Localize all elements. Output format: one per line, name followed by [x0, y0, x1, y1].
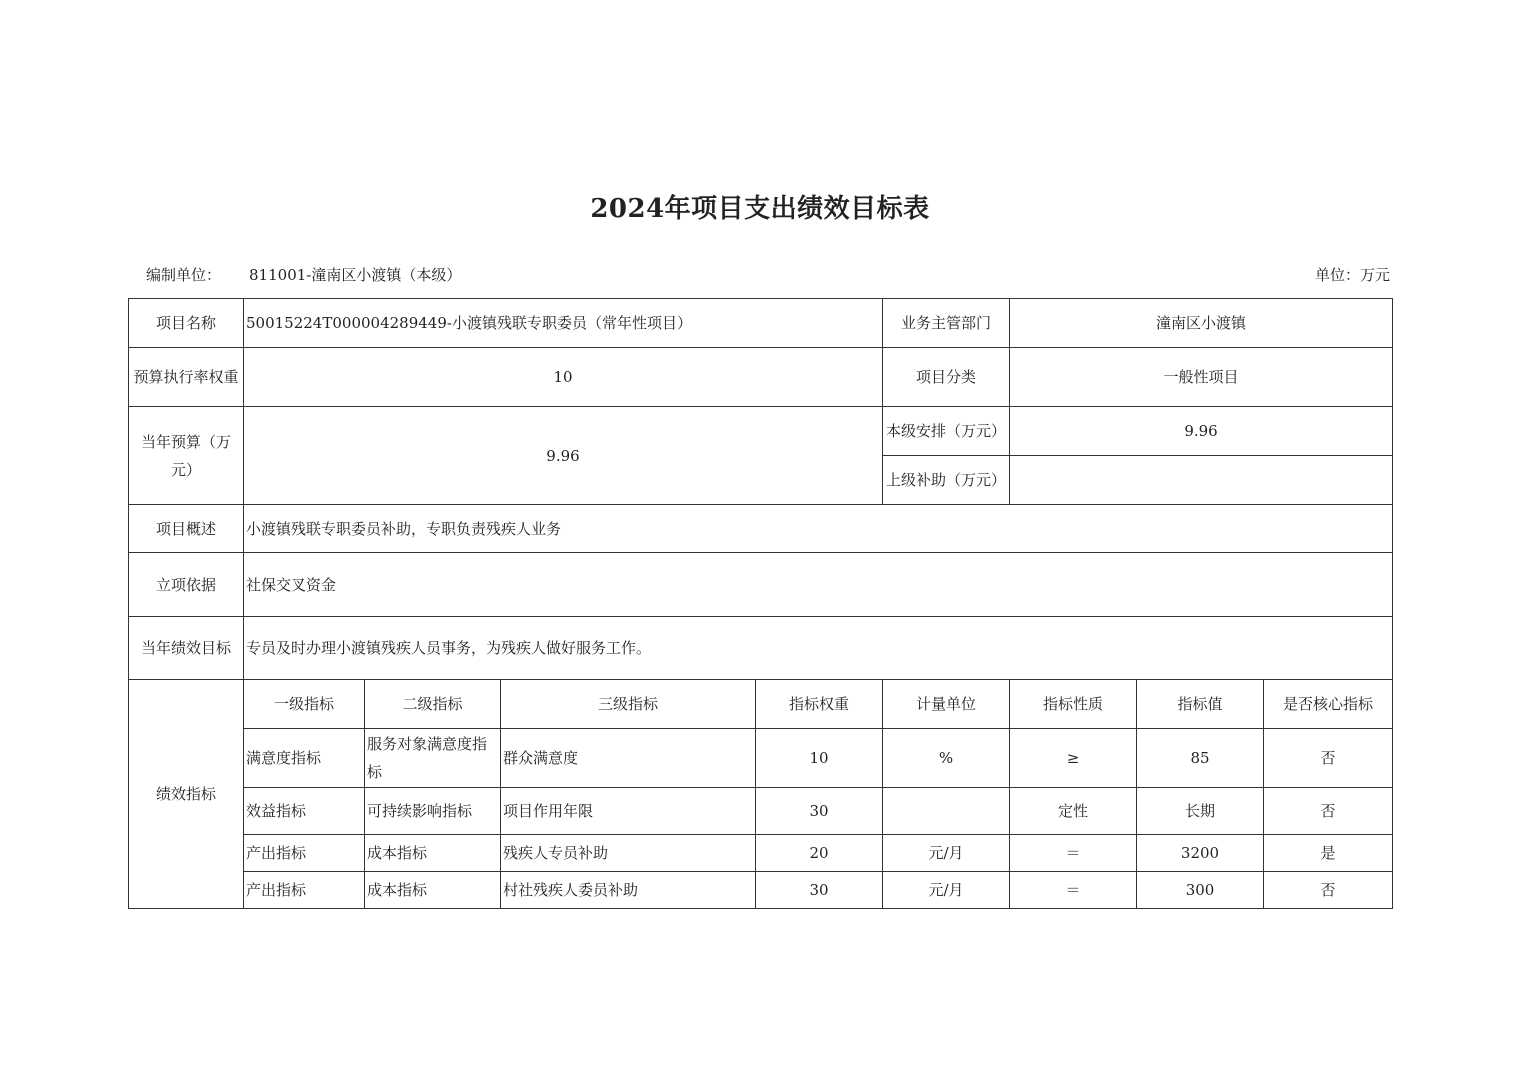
indicator-level1: 效益指标: [244, 788, 365, 835]
compiling-unit-label: 编制单位：: [146, 266, 222, 284]
category-label: 项目分类: [883, 348, 1010, 407]
indicator-level3: 村社残疾人委员补助: [501, 872, 756, 909]
indicator-core: 否: [1264, 788, 1393, 835]
indicator-row: [129, 788, 1393, 835]
indicator-value: 3200: [1137, 835, 1264, 872]
indicator-row: [129, 729, 1393, 788]
row-basis: [129, 553, 1393, 617]
indicator-header: 是否核心指标: [1264, 680, 1393, 729]
budget-label: 当年预算（万元）: [129, 407, 244, 505]
overview-value: 小渡镇残联专职委员补助，专职负责残疾人业务: [244, 505, 1393, 553]
exec-weight-value: 10: [244, 348, 883, 407]
indicator-nature: ＝: [1010, 835, 1137, 872]
goal-value: 专员及时办理小渡镇残疾人员事务，为残疾人做好服务工作。: [244, 617, 1393, 680]
indicator-nature: 定性: [1010, 788, 1137, 835]
exec-weight-label: 预算执行率权重: [129, 348, 244, 407]
dept-value: 潼南区小渡镇: [1010, 299, 1393, 348]
indicator-core: 否: [1264, 729, 1393, 788]
indicator-level3: 残疾人专员补助: [501, 835, 756, 872]
row-project-name: [129, 299, 1393, 348]
indicator-header: 一级指标: [244, 680, 365, 729]
compiling-unit: [146, 264, 461, 285]
row-overview: [129, 505, 1393, 553]
indicator-unit: 元/月: [883, 872, 1010, 909]
indicator-row: [129, 872, 1393, 909]
indicator-unit: [883, 788, 1010, 835]
indicator-value: 长期: [1137, 788, 1264, 835]
indicator-level1: 产出指标: [244, 872, 365, 909]
indicator-level3: 项目作用年限: [501, 788, 756, 835]
indicator-unit: %: [883, 729, 1010, 788]
local-value: 9.96: [1010, 407, 1393, 456]
indicator-header: 指标性质: [1010, 680, 1137, 729]
currency-unit: 单位：万元: [1314, 266, 1390, 284]
project-name-value: 50015224T000004289449-小渡镇残联专职委员（常年性项目）: [244, 299, 883, 348]
indicator-level1: 产出指标: [244, 835, 365, 872]
indicator-row: [129, 835, 1393, 872]
goal-label: 当年绩效目标: [129, 617, 244, 680]
indicator-level2: 成本指标: [365, 835, 501, 872]
budget-value: 9.96: [244, 407, 883, 505]
indicator-level2: 成本指标: [365, 872, 501, 909]
indicator-header: 计量单位: [883, 680, 1010, 729]
dept-label: 业务主管部门: [883, 299, 1010, 348]
indicator-section-label: 绩效指标: [129, 680, 244, 909]
local-label: 本级安排（万元）: [883, 407, 1010, 456]
row-budget: [129, 407, 1393, 456]
indicator-weight: 20: [756, 835, 883, 872]
indicator-weight: 10: [756, 729, 883, 788]
project-name-label: 项目名称: [129, 299, 244, 348]
indicator-nature: ≥: [1010, 729, 1137, 788]
indicator-level2: 服务对象满意度指标: [365, 729, 501, 788]
indicator-level2: 可持续影响指标: [365, 788, 501, 835]
upper-label: 上级补助（万元）: [883, 456, 1010, 505]
indicator-weight: 30: [756, 872, 883, 909]
indicator-header-row: [129, 680, 1393, 729]
indicator-nature: ＝: [1010, 872, 1137, 909]
indicator-unit: 元/月: [883, 835, 1010, 872]
indicator-header: 指标值: [1137, 680, 1264, 729]
indicator-core: 是: [1264, 835, 1393, 872]
basis-label: 立项依据: [129, 553, 244, 617]
indicator-header: 指标权重: [756, 680, 883, 729]
indicator-weight: 30: [756, 788, 883, 835]
indicator-value: 300: [1137, 872, 1264, 909]
overview-label: 项目概述: [129, 505, 244, 553]
indicator-level3: 群众满意度: [501, 729, 756, 788]
indicator-header: 三级指标: [501, 680, 756, 729]
indicator-level1: 满意度指标: [244, 729, 365, 788]
basis-value: 社保交叉资金: [244, 553, 1393, 617]
upper-value: [1010, 456, 1393, 505]
row-exec-weight: [129, 348, 1393, 407]
performance-table: [128, 298, 1393, 909]
category-value: 一般性项目: [1010, 348, 1393, 407]
indicator-core: 否: [1264, 872, 1393, 909]
page-title: 2024年项目支出绩效目标表: [590, 194, 930, 224]
indicator-value: 85: [1137, 729, 1264, 788]
compiling-unit-value: 811001-潼南区小渡镇（本级）: [249, 266, 462, 284]
indicator-header: 二级指标: [365, 680, 501, 729]
row-goal: [129, 617, 1393, 680]
